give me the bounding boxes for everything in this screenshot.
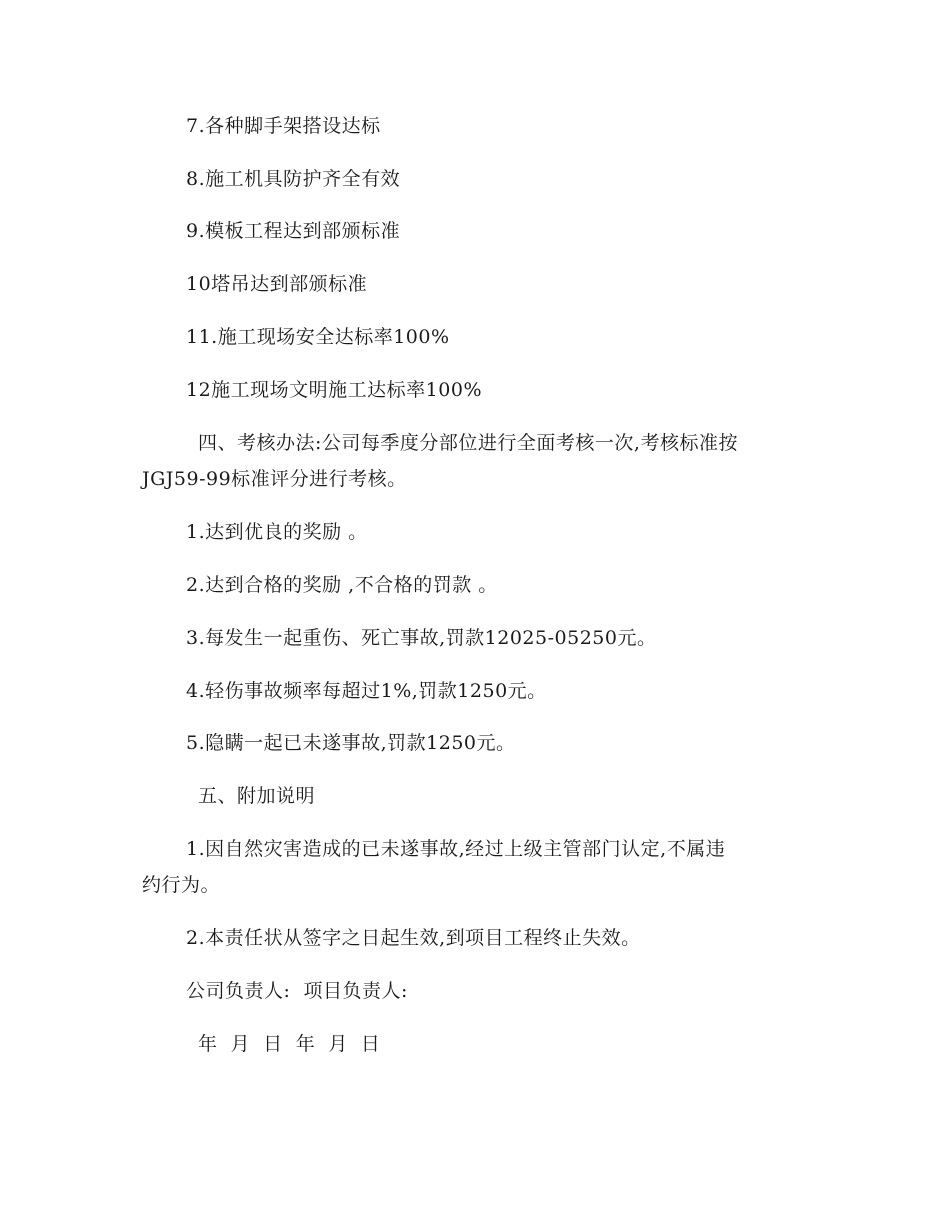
list-item-formwork: 9.模板工程达到部颁标准 bbox=[186, 220, 401, 242]
signature-line: 公司负责人: 项目负责人: bbox=[186, 980, 408, 1002]
list-item-machinery: 8.施工机具防护齐全有效 bbox=[186, 168, 401, 190]
section-5-item-1: 1.因自然灾害造成的已未遂事故,经过上级主管部门认定,不属违 bbox=[186, 838, 726, 860]
section-4-item: 4.轻伤事故频率每超过1%,罚款1250元。 bbox=[186, 680, 547, 702]
date-line: 年 月 日 年 月 日 bbox=[198, 1033, 381, 1055]
section-4-item: 1.达到优良的奖励 。 bbox=[186, 521, 368, 543]
section-5-item-2: 2.本责任状从签字之日起生效,到项目工程终止失效。 bbox=[186, 927, 641, 949]
section-4-item: 5.隐瞒一起已未遂事故,罚款1250元。 bbox=[186, 732, 516, 754]
list-item-tower-crane: 10塔吊达到部颁标准 bbox=[186, 273, 368, 295]
section-4-item: 2.达到合格的奖励 ,不合格的罚款 。 bbox=[186, 574, 498, 596]
section-4-heading-continued: JGJ59-99标准评分进行考核。 bbox=[142, 468, 407, 490]
list-item-scaffolding: 7.各种脚手架搭设达标 bbox=[186, 115, 381, 137]
section-5-item-1-continued: 约行为。 bbox=[142, 874, 221, 896]
section-5-heading: 五、附加说明 bbox=[198, 785, 316, 807]
list-item-civilized-rate: 12施工现场文明施工达标率100% bbox=[186, 379, 482, 401]
list-item-safety-rate: 11.施工现场安全达标率100% bbox=[186, 326, 450, 348]
section-4-heading: 四、考核办法:公司每季度分部位进行全面考核一次,考核标准按 bbox=[198, 432, 738, 454]
section-4-item: 3.每发生一起重伤、死亡事故,罚款12025-05250元。 bbox=[186, 627, 657, 649]
